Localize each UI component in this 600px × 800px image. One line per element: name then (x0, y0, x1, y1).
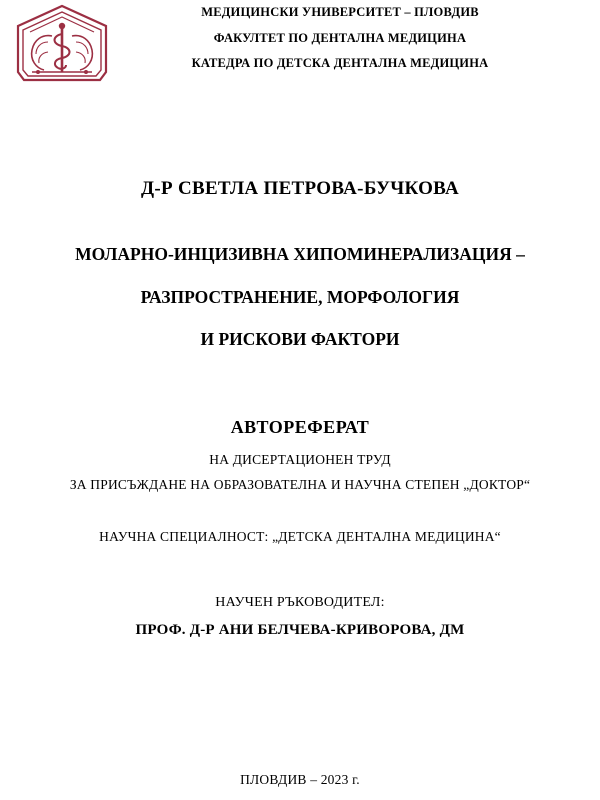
supervisor-label: НАУЧЕН РЪКОВОДИТЕЛ: (215, 594, 385, 610)
title-line-2: РАЗПРОСТРАНЕНИЕ, МОРФОЛОГИЯ (140, 286, 460, 307)
supervisor-block (0, 595, 600, 639)
dissertation-title (0, 246, 600, 349)
abstract-subtitle-2: ЗА ПРИСЪЖДАНЕ НА ОБРАЗОВАТЕЛНА И НАУЧНА СТЕПЕН „ДОКТОР“ (69, 476, 531, 492)
abstract-heading: АВТОРЕФЕРАТ (230, 416, 370, 437)
abstract-subtitle-1: НА ДИСЕРТАЦИОНЕН ТРУД (209, 451, 391, 467)
document-header (0, 0, 600, 106)
scientific-specialty: НАУЧНА СПЕЦИАЛНОСТ: „ДЕТСКА ДЕНТАЛНА МЕДИЦИНА“ (99, 528, 501, 544)
university-name: МЕДИЦИНСКИ УНИВЕРСИТЕТ – ПЛОВДИВ (201, 5, 479, 19)
title-line-3: И РИСКОВИ ФАКТОРИ (200, 329, 400, 349)
department-name: КАТЕДРА ПО ДЕТСКА ДЕНТАЛНА МЕДИЦИНА (191, 56, 489, 70)
title-line-1: МОЛАРНО-ИНЦИЗИВНА ХИПОМИНЕРАЛИЗАЦИЯ – (75, 244, 525, 264)
abstract-block (0, 417, 600, 493)
university-coat-of-arms-logo (8, 2, 116, 90)
faculty-name: ФАКУЛТЕТ ПО ДЕНТАЛНА МЕДИЦИНА (213, 30, 467, 45)
author-name: Д-Р СВЕТЛА ПЕТРОВА-БУЧКОВА (141, 178, 459, 199)
supervisor-name: ПРОФ. Д-Р АНИ БЕЛЧЕВА-КРИВОРОВА, ДМ (135, 621, 465, 638)
place-and-year: ПЛОВДИВ – 2023 г. (240, 772, 360, 787)
